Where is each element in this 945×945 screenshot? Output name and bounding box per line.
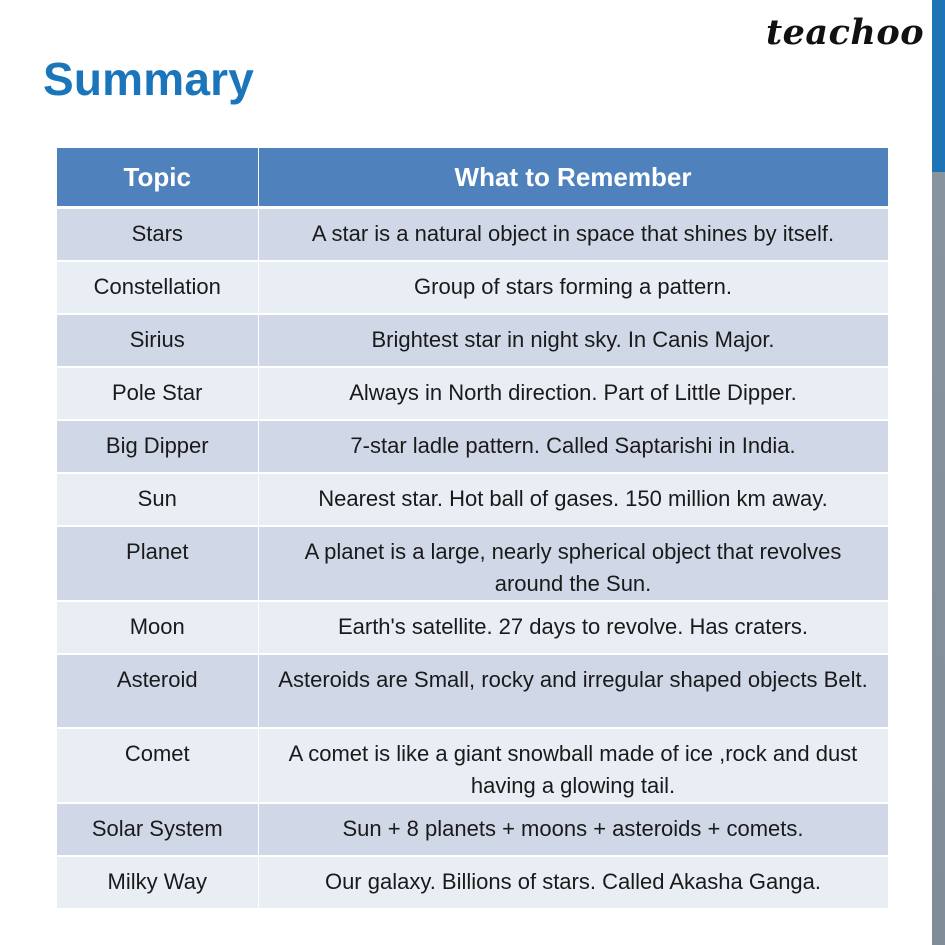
topic-cell: Planet [57, 526, 258, 601]
remember-cell: Earth's satellite. 27 days to revolve. Has craters. [258, 601, 888, 654]
topic-cell: Moon [57, 601, 258, 654]
teachoo-logo: teachoo [766, 12, 925, 53]
table-row [57, 420, 888, 473]
table-row [57, 526, 888, 601]
topic-cell: Stars [57, 208, 258, 261]
remember-cell: Asteroids are Small, rocky and irregular shaped objects Belt. [258, 654, 888, 728]
topic-cell: Asteroid [57, 654, 258, 728]
remember-cell: A planet is a large, nearly spherical object that revolves around the Sun. [258, 526, 888, 601]
page-title: Summary [43, 53, 255, 105]
topic-cell: Constellation [57, 261, 258, 314]
remember-cell: Nearest star. Hot ball of gases. 150 million km away. [258, 473, 888, 526]
remember-cell: Sun + 8 planets + moons + asteroids + comets. [258, 803, 888, 856]
table-row [57, 473, 888, 526]
table-row [57, 367, 888, 420]
remember-cell: Always in North direction. Part of Little Dipper. [258, 367, 888, 420]
table-row [57, 261, 888, 314]
table-row [57, 208, 888, 261]
topic-cell: Big Dipper [57, 420, 258, 473]
topic-cell: Comet [57, 728, 258, 803]
remember-cell: A star is a natural object in space that shines by itself. [258, 208, 888, 261]
remember-cell: A comet is like a giant snowball made of ice ,rock and dust having a glowing tail. [258, 728, 888, 803]
summary-table [57, 148, 889, 910]
remember-cell: Group of stars forming a pattern. [258, 261, 888, 314]
remember-cell: 7-star ladle pattern. Called Saptarishi in India. [258, 420, 888, 473]
topic-cell: Sirius [57, 314, 258, 367]
remember-cell: Our galaxy. Billions of stars. Called Akasha Ganga. [258, 856, 888, 909]
header-what-to-remember: What to Remember [258, 148, 888, 208]
table-row [57, 728, 888, 803]
topic-cell: Milky Way [57, 856, 258, 909]
header-topic: Topic [57, 148, 258, 208]
table-row [57, 654, 888, 728]
table-row [57, 856, 888, 909]
table-row [57, 601, 888, 654]
table-row [57, 803, 888, 856]
side-accent-strip [932, 0, 945, 172]
side-decoration-bar [932, 0, 945, 945]
topic-cell: Sun [57, 473, 258, 526]
table-row [57, 314, 888, 367]
remember-cell: Brightest star in night sky. In Canis Major. [258, 314, 888, 367]
table-header-row [57, 148, 888, 208]
topic-cell: Solar System [57, 803, 258, 856]
topic-cell: Pole Star [57, 367, 258, 420]
